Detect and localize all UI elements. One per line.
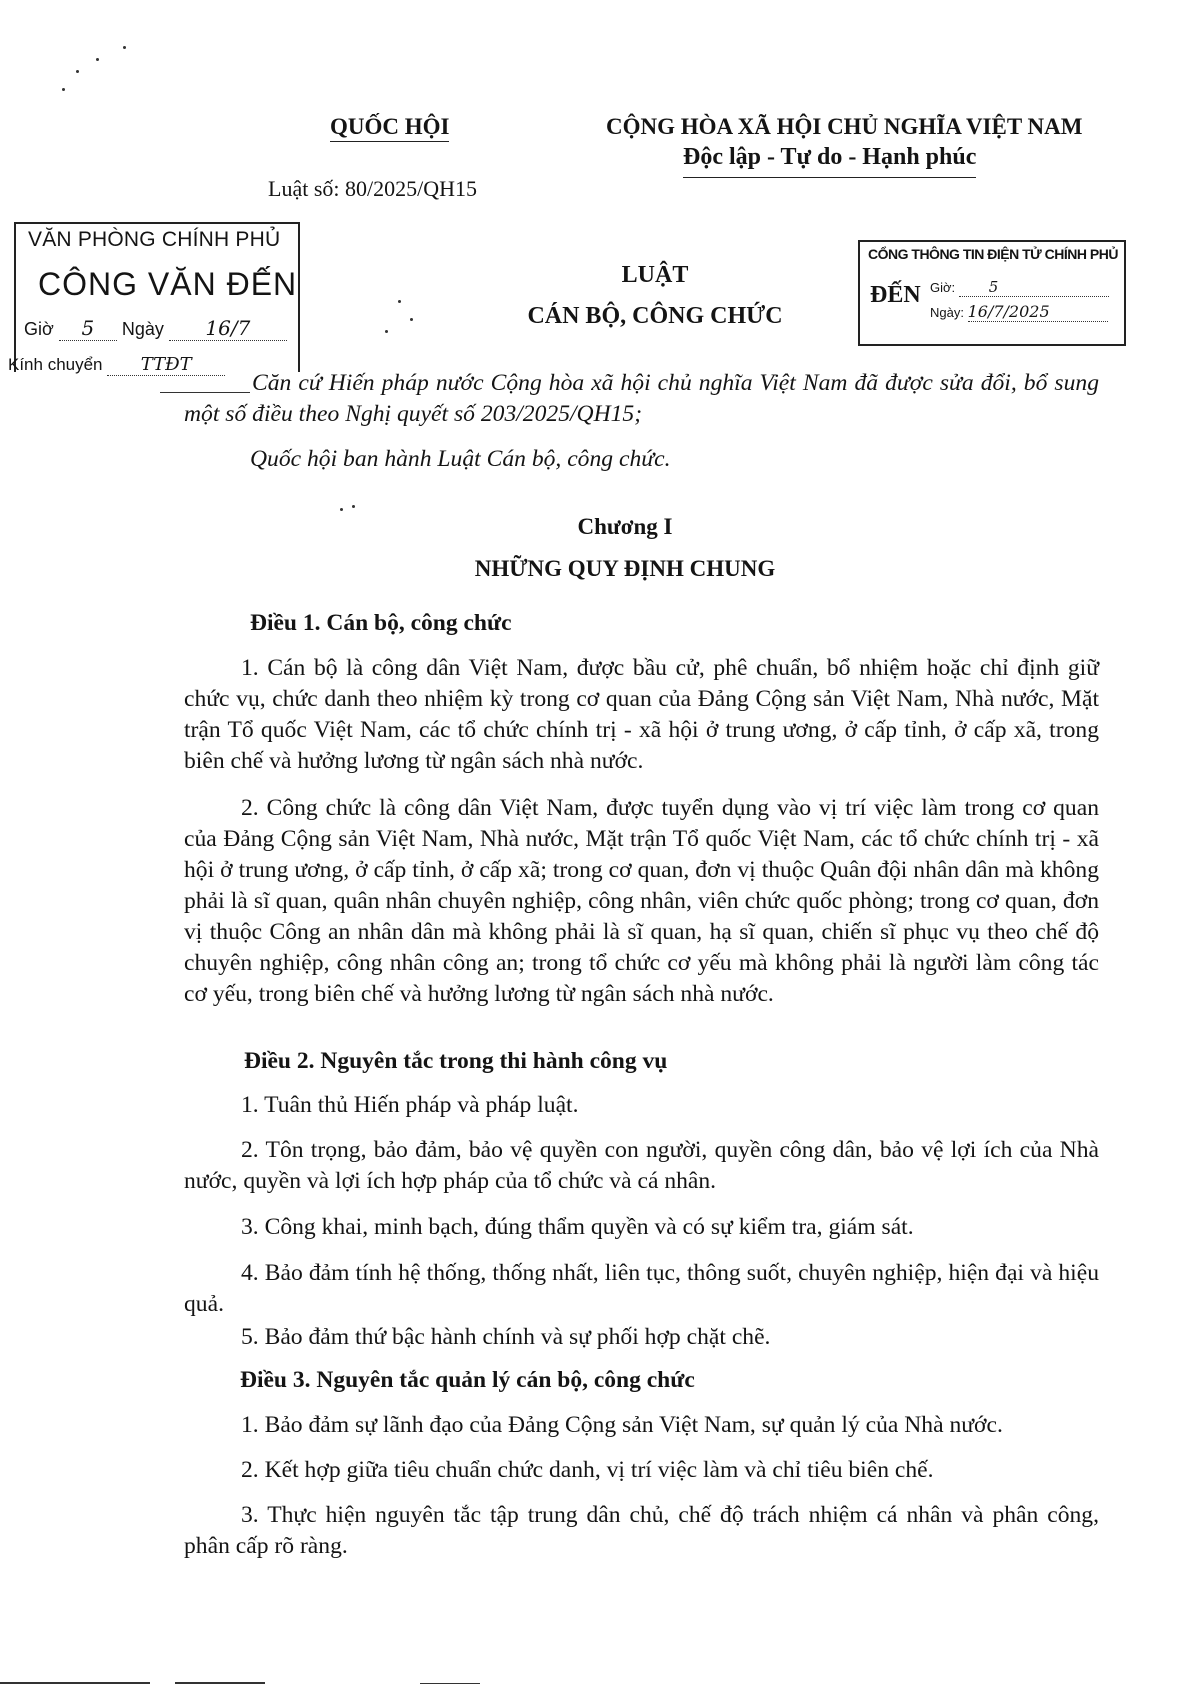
chapter-number: Chương I [577,514,673,539]
document-type: LUẬT [621,262,689,288]
article-2-clause-3: 3. Công khai, minh bạch, đúng thẩm quyền và có sự kiểm tra, giám sát. [241,1214,914,1240]
chapter-title: NHỮNG QUY ĐỊNH CHUNG [474,556,776,581]
article-3-clause-1: 1. Bảo đảm sự lãnh đạo của Đảng Cộng sản Việt Nam, sự quản lý của Nhà nước. [241,1412,1003,1438]
article-2-heading: Điều 2. Nguyên tắc trong thi hành công vụ [244,1048,668,1074]
article-2-clause-2: 2. Tôn trọng, bảo đảm, bảo vệ quyền con người, quyền công dân, bảo vệ lợi ích của Nhà nước, quyền và lợi ích hợp pháp của tổ chức và cá nhân. [184,1137,1099,1194]
article-2-clause-5: 5. Bảo đảm thứ bậc hành chính và sự phối hợp chặt chẽ. [241,1324,771,1350]
preamble-basis: Căn cứ Hiến pháp nước Cộng hòa xã hội chủ nghĩa Việt Nam đã được sửa đổi, bổ sung một số điều theo Nghị quyết số 203/2025/QH15; [184,370,1099,427]
portal-received-stamp [858,240,1126,346]
article-2-clause-4: 4. Bảo đảm tính hệ thống, thống nhất, liên tục, thông suốt, chuyên nghiệp, hiện đại và hiệu quả. [184,1260,1099,1317]
country-name: CỘNG HÒA XÃ HỘI CHỦ NGHĨA VIỆT NAM [606,114,1083,139]
article-2-clause-1: 1. Tuân thủ Hiến pháp và pháp luật. [241,1092,579,1118]
stamp-date-handwritten: 16/7 [205,316,251,340]
article-1-clause-2: 2. Công chức là công dân Việt Nam, được tuyển dụng vào vị trí việc làm trong cơ quan của Đảng Cộng sản Việt Nam, Nhà nước, Mặt trận Tổ quốc Việt Nam, các tổ chức chính trị - xã hội ở trung ương, ở cấp tỉnh, ở cấp xã; trong cơ quan, đơn vị thuộc Quân đội nhân dân mà không phải là sĩ quan, quân nhân chuyên nghiệp, công nhân, viên chức quốc phòng; trong cơ quan, đơn vị thuộc Công an nhân dân mà không phải là sĩ quan, hạ sĩ quan, chiến sĩ phục vụ theo chế độ chuyên nghiệp, công nhân công an; trong tổ chức cơ yếu mà không phải là người làm công tác cơ yếu, trong biên chế và hưởng lương từ ngân sách nhà nước. [184,795,1099,1007]
scan-speck [62,88,65,91]
received-document-stamp [8,222,300,375]
preamble-enactment: Quốc hội ban hành Luật Cán bộ, công chức. [250,446,671,472]
scan-speck [123,46,126,49]
scan-artifact-line [0,1682,150,1684]
law-number: Luật số: 80/2025/QH15 [268,176,477,201]
scan-speck [385,330,388,333]
scan-speck [352,505,355,508]
portal-stamp-date: Ngày: 16/7/2025 [930,302,1108,322]
motto: Độc lập - Tự do - Hạnh phúc [683,144,976,178]
scan-artifact-line [175,1682,265,1684]
scan-speck [410,318,413,321]
article-3-heading: Điều 3. Nguyên tắc quản lý cán bộ, công chức [240,1367,695,1393]
scan-artifact-line [420,1683,480,1684]
portal-stamp-hour: Giờ: 5 [930,278,1109,297]
article-3-clause-2: 2. Kết hợp giữa tiêu chuẩn chức danh, vị trí việc làm và chỉ tiêu biên chế. [241,1457,934,1483]
portal-stamp-den: ĐẾN [870,282,921,308]
law-name: CÁN BỘ, CÔNG CHỨC [527,303,783,329]
scan-speck [96,58,99,61]
scan-speck [340,508,343,511]
stamp-office: VĂN PHÒNG CHÍNH PHỦ [28,228,281,251]
issuing-agency: QUỐC HỘI [330,114,449,142]
stamp-time-row: Giờ 5 Ngày 16/7 [24,316,296,341]
scan-speck [398,300,401,303]
article-1-clause-1: 1. Cán bộ là công dân Việt Nam, được bầu cử, phê chuẩn, bổ nhiệm hoặc chỉ định giữ chức vụ, chức danh theo nhiệm kỳ trong cơ quan của Đảng Cộng sản Việt Nam, Nhà nước, Mặt trận Tổ quốc Việt Nam, các tổ chức chính trị - xã hội ở trung ương, ở cấp tỉnh, ở cấp xã, trong biên chế và hưởng lương từ ngân sách nhà nước. [184,655,1099,774]
stamp-forward-handwritten: TTĐT [140,354,192,375]
portal-stamp-title: CỔNG THÔNG TIN ĐIỆN TỬ CHÍNH PHỦ [868,246,1118,262]
stamp-forward-row: Kính chuyển TTĐT [8,354,225,376]
article-3-clause-3: 3. Thực hiện nguyên tắc tập trung dân chủ, chế độ trách nhiệm cá nhân và phân công, phân cấp rõ ràng. [184,1502,1099,1559]
stamp-title: CÔNG VĂN ĐẾN [38,266,298,302]
stamp-hour-handwritten: 5 [81,316,95,340]
scan-speck [76,70,79,73]
article-1-heading: Điều 1. Cán bộ, công chức [250,610,512,636]
